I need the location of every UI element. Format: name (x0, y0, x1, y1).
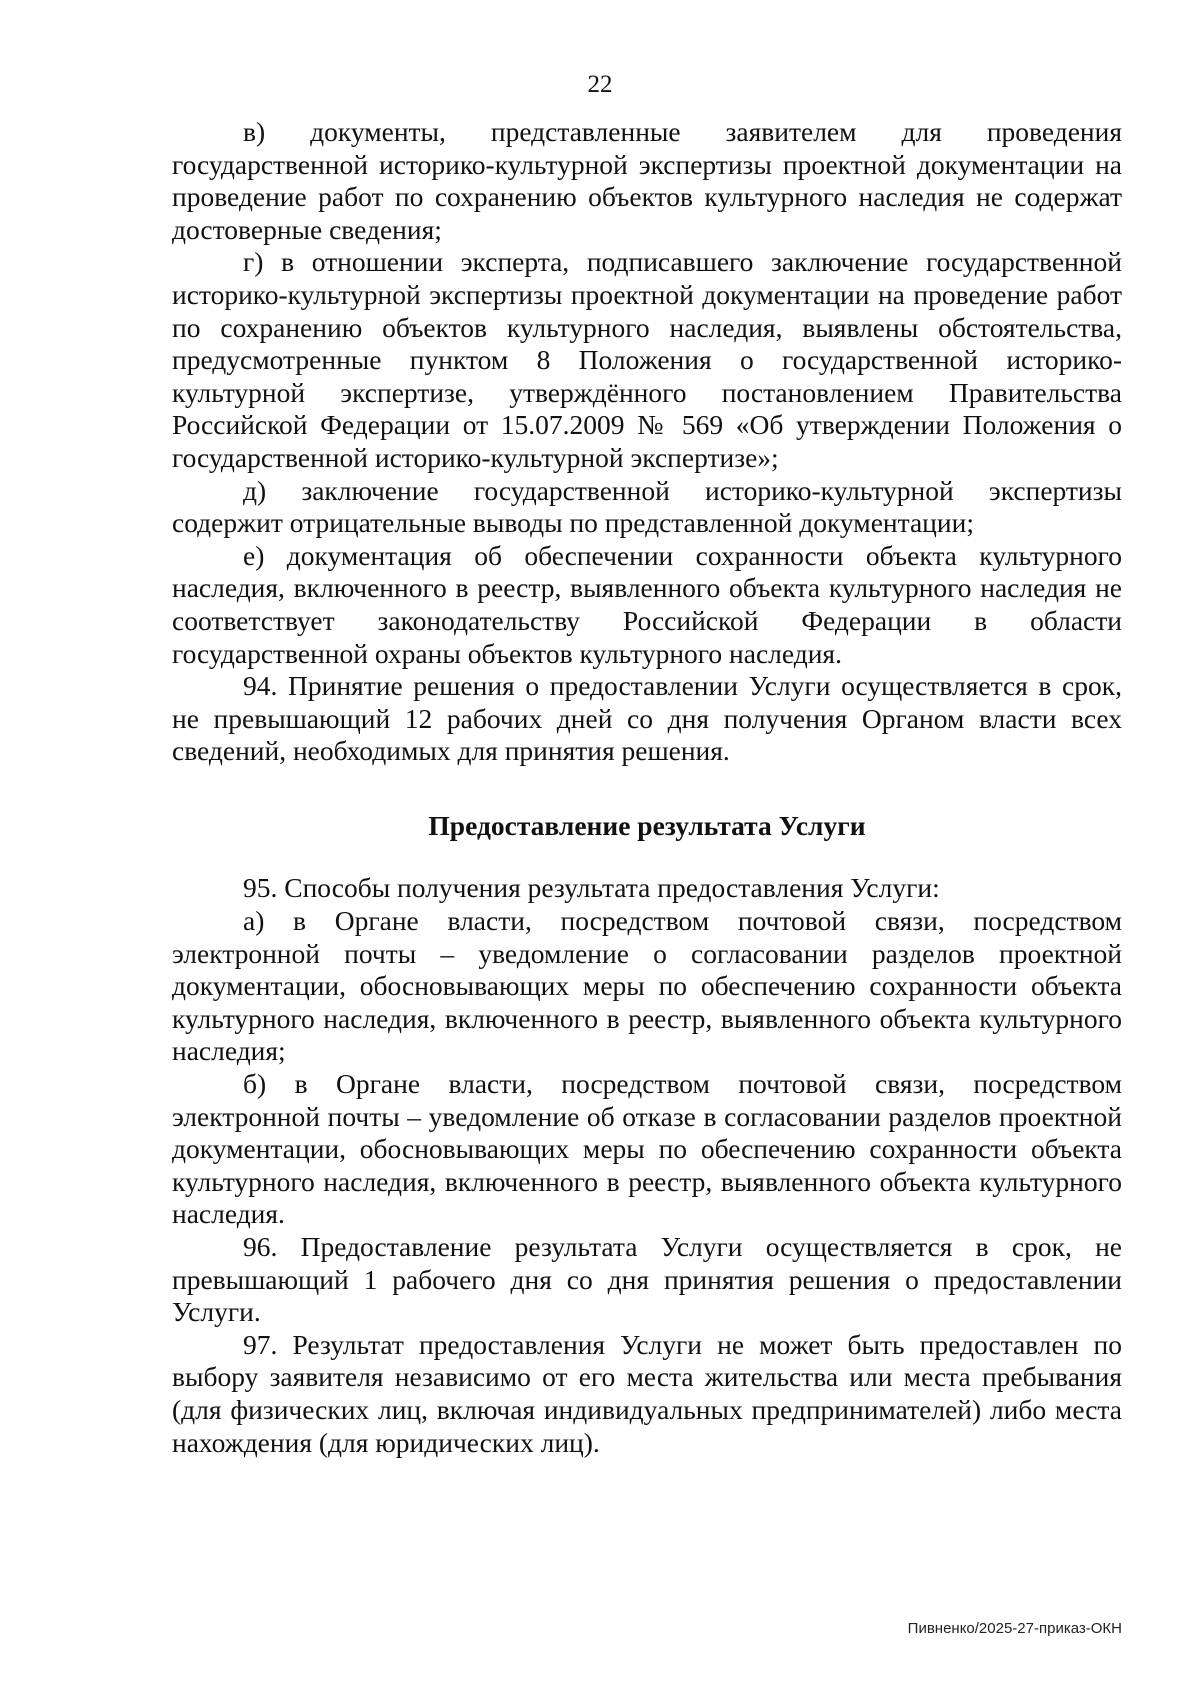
paragraph-94: 94. Принятие решения о предоставлении Услуги осуществляется в срок, не превышающий 12 рабочих дней со дня получения Органом власти всех сведений, необходимых для принятия решения. (172, 670, 1122, 767)
section-heading: Предоставление результата Услуги (428, 809, 866, 841)
paragraph-item-e: е) документация об обеспечении сохранности объекта культурного наследия, включенного в реестр, выявленного объекта культурного наследия не соответствует законодательству Российской Федерации в области государственной охраны объектов культурного наследия. (172, 539, 1122, 669)
document-body (172, 116, 1122, 1459)
paragraph-item-v: в) документы, представленные заявителем для проведения государственной историко-культурной экспертизы проектной документации на проведение работ по сохранению объектов культурного наследия не содержат достоверные сведения; (172, 116, 1122, 245)
footer-document-code: Пивненко/2025-27-приказ-ОКН (907, 1620, 1122, 1637)
paragraph-item-d: д) заключение государственной историко-культурной экспертизы содержит отрицательные выводы по представленной документации; (172, 474, 1122, 539)
paragraph-item-a: а) в Органе власти, посредством почтовой связи, посредством электронной почты – уведомление о согласовании разделов проектной документации, обосновывающих меры по обеспечению сохранности объекта культурного наследия, включенного в реестр, выявленного объекта культурного наследия; (172, 905, 1122, 1067)
paragraph-95: 95. Способы получения результата предоставления Услуги: (243, 872, 940, 904)
paragraph-96: 96. Предоставление результата Услуги осуществляется в срок, не превышающий 1 рабочего дня со дня принятия решения о предоставлении Услуги. (172, 1231, 1122, 1328)
paragraph-item-g: г) в отношении эксперта, подписавшего заключение государственной историко-культурной экспертизы проектной документации на проведение работ по сохранению объектов культурного наследия, выявлены обстоятельства, предусмотренные пунктом 8 Положения о государственной историко-культурной экспертизе, утверждённого постановлением Правительства Российской Федерации от 15.07.2009 № 569 «Об утверждении Положения о государственной историко-культурной экспертизе»; (172, 246, 1122, 473)
page-number: 22 (587, 71, 613, 98)
paragraph-97: 97. Результат предоставления Услуги не может быть предоставлен по выбору заявителя независимо от его места жительства или места пребывания (для физических лиц, включая индивидуальных предпринимателей) либо места нахождения (для юридических лиц). (172, 1328, 1122, 1458)
paragraph-item-b: б) в Органе власти, посредством почтовой связи, посредством электронной почты – уведомление об отказе в согласовании разделов проектной документации, обосновывающих меры по обеспечению сохранности объекта культурного наследия, включенного в реестр, выявленного объекта культурного наследия. (172, 1068, 1122, 1230)
